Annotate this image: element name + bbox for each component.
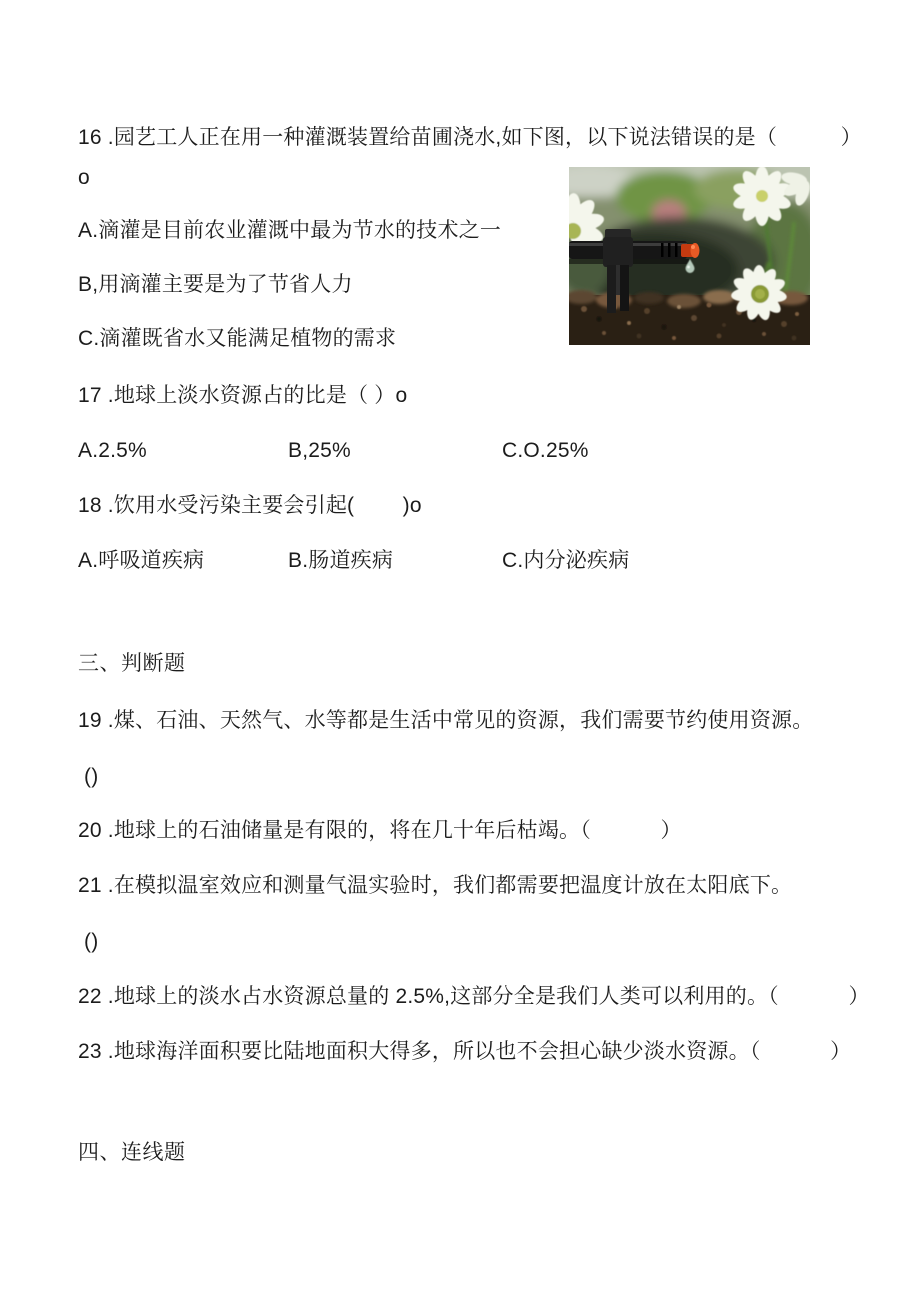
question-18-options <box>78 547 629 574</box>
question-16-text: 16 .园艺工人正在用一种灌溉装置给苗圃浇水,如下图，以下说法错误的是（ ） <box>78 126 862 149</box>
question-22-text: 22 .地球上的淡水占水资源总量的 2.5%,这部分全是我们人类可以利用的。（ ） <box>78 985 870 1008</box>
drip-emitter <box>681 243 700 258</box>
question-21-parens: () <box>84 930 99 953</box>
option-18-b: B.肠道疾病 <box>288 549 394 572</box>
section-4-heading: 四、连线题 <box>78 1141 186 1164</box>
question-18-text: 18 .饮用水受污染主要会引起( )o <box>78 494 422 517</box>
question-16-overflow-period: o <box>78 166 90 189</box>
question-20-text: 20 .地球上的石油储量是有限的，将在几十年后枯竭。（ ） <box>78 819 682 842</box>
option-17-b: B,25% <box>288 439 351 462</box>
question-17-text: 17 .地球上淡水资源占的比是（ ）o <box>78 384 408 407</box>
question-17-options <box>78 437 589 464</box>
option-16-c: C.滴灌既省水又能满足植物的需求 <box>78 327 397 350</box>
drip-irrigation-photo-graphic <box>569 167 810 345</box>
question-23-text: 23 .地球海洋面积要比陆地面积大得多，所以也不会担心缺少淡水资源。（ ） <box>78 1040 852 1063</box>
question-19-text: 19 .煤、石油、天然气、水等都是生活中常见的资源，我们需要节约使用资源。 <box>78 709 814 732</box>
drip-irrigation-photo <box>569 167 810 345</box>
option-18-a: A.呼吸道疾病 <box>78 549 205 572</box>
option-17-c: C.O.25% <box>502 439 589 462</box>
question-19-parens: () <box>84 765 99 788</box>
option-17-a: A.2.5% <box>78 439 147 462</box>
option-18-c: C.内分泌疾病 <box>502 549 630 572</box>
option-16-b: B,用滴灌主要是为了节省人力 <box>78 273 353 296</box>
question-21-text: 21 .在模拟温室效应和测量气温实验时，我们都需要把温度计放在太阳底下。 <box>78 874 793 897</box>
section-3-heading: 三、判断题 <box>78 652 186 675</box>
option-16-a: A.滴灌是目前农业灌溉中最为节水的技术之一 <box>78 219 502 242</box>
